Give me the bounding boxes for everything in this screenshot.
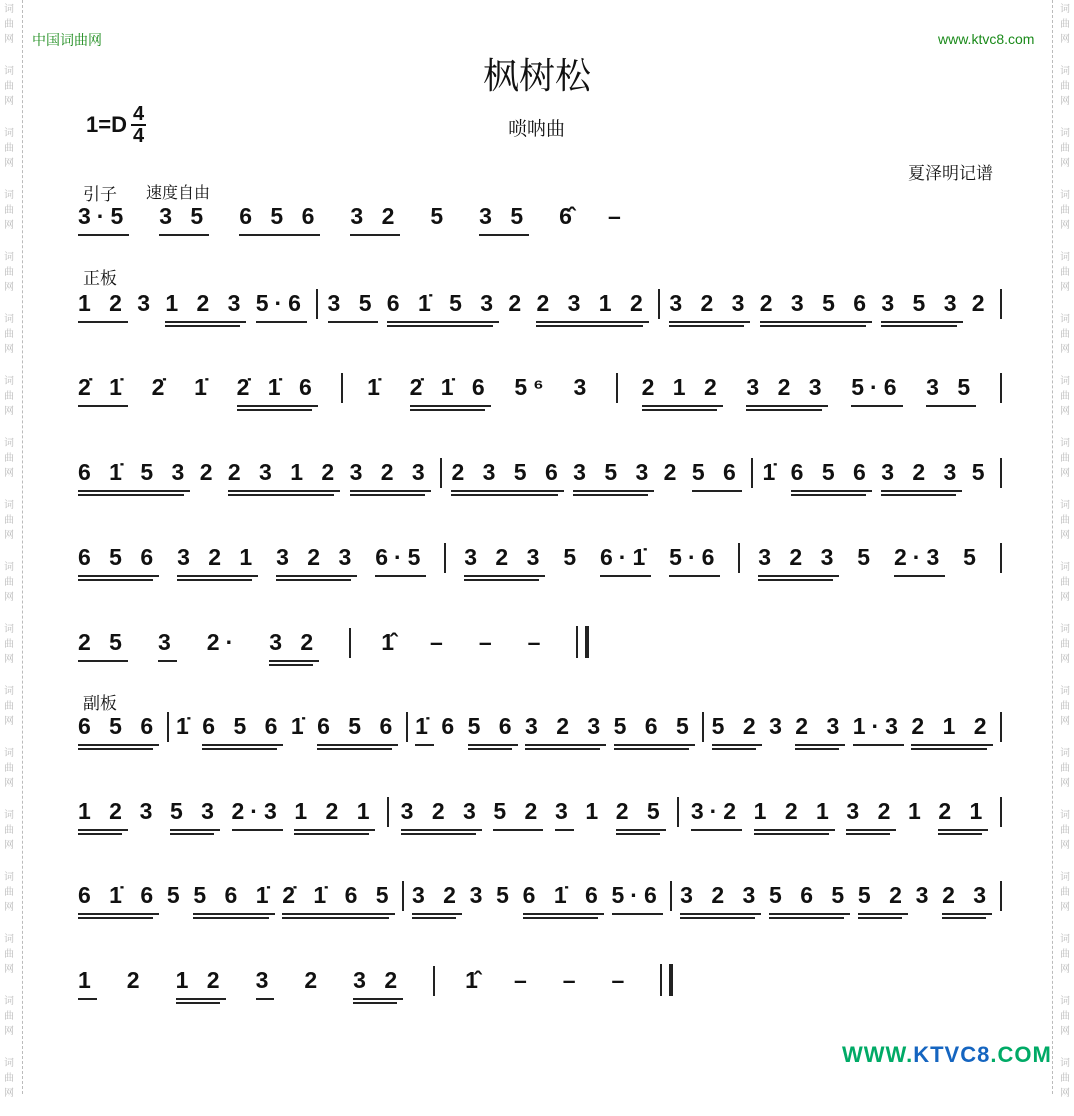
notes: 5 2 bbox=[857, 882, 908, 908]
note-group bbox=[470, 882, 489, 915]
notes: 2 bbox=[126, 967, 146, 993]
note-group bbox=[857, 544, 876, 577]
notes: 6·5 bbox=[375, 544, 427, 570]
note-group bbox=[78, 882, 159, 915]
note-group bbox=[769, 882, 850, 915]
barline bbox=[316, 289, 318, 319]
note-group bbox=[317, 713, 398, 746]
notes: 3·5 bbox=[78, 203, 130, 229]
note-group bbox=[692, 459, 742, 492]
logo-part: KTVC8 bbox=[913, 1042, 991, 1067]
note-group bbox=[612, 882, 663, 915]
note-group bbox=[585, 798, 604, 831]
notes: 2 3 bbox=[942, 882, 993, 908]
barline bbox=[1000, 712, 1002, 742]
notes: 5 6 5 bbox=[613, 713, 695, 739]
note-group bbox=[926, 374, 976, 407]
note-group bbox=[559, 203, 578, 236]
note-group bbox=[176, 713, 195, 746]
note-group bbox=[769, 713, 788, 746]
barline bbox=[433, 966, 435, 996]
notes: 3 2 3 bbox=[400, 798, 482, 824]
note-group bbox=[350, 459, 431, 492]
note-group bbox=[412, 882, 462, 915]
note-group bbox=[410, 374, 491, 407]
note-group bbox=[972, 459, 991, 492]
notes: 3 2 3 bbox=[758, 544, 840, 570]
barline bbox=[349, 628, 351, 658]
note-group bbox=[525, 713, 606, 746]
notes: 3 bbox=[255, 967, 275, 993]
notes: 5 6 bbox=[691, 459, 742, 485]
notes: 3 5 bbox=[926, 374, 977, 400]
note-group bbox=[202, 713, 283, 746]
notes: 3 2 1 bbox=[177, 544, 259, 570]
notes: 2·3 bbox=[894, 544, 946, 570]
notes: 2· bbox=[206, 629, 240, 655]
note-group bbox=[159, 203, 209, 236]
notes: 3 2 bbox=[350, 203, 401, 229]
notes: 6̂ bbox=[559, 203, 578, 229]
tempo-marking: 速度自由 bbox=[146, 185, 211, 202]
note-group bbox=[176, 967, 226, 1000]
note-group bbox=[938, 798, 988, 831]
note-group bbox=[167, 882, 186, 915]
notes: 2̇ 1̇ bbox=[78, 374, 128, 400]
notes: 5 6 5 bbox=[769, 882, 851, 908]
note-group bbox=[78, 290, 128, 323]
notes: 3 bbox=[137, 290, 157, 316]
notes: 3 5 bbox=[327, 290, 378, 316]
logo-part: WWW. bbox=[842, 1042, 914, 1067]
right-watermark: 词 曲 网 词 曲 网 词 曲 网 词 曲 网 词 曲 网 词 曲 网 词 曲 网 词 曲 网 词 曲 网 词 曲 网 词 曲 网 词 曲 网 词 曲 网 词 曲 网 词 曲 网 词 曲 网 词 曲 网 词 曲 网 bbox=[1060, 4, 1070, 1099]
note-group bbox=[415, 713, 434, 746]
note-group bbox=[942, 882, 992, 915]
notes: 5 bbox=[430, 203, 450, 229]
note-group bbox=[479, 203, 529, 236]
key-label: 1=D bbox=[86, 112, 127, 137]
note-group bbox=[972, 290, 991, 323]
notes: 2 bbox=[304, 967, 324, 993]
note-group bbox=[78, 203, 129, 236]
note-group bbox=[441, 713, 460, 746]
notes: 3 bbox=[139, 798, 159, 824]
right-divider bbox=[1052, 0, 1053, 1094]
barline bbox=[1000, 881, 1002, 911]
note-group bbox=[140, 798, 159, 831]
notes: 1̇ bbox=[415, 713, 434, 739]
score-line bbox=[78, 626, 1002, 662]
notes: 6·1̇ bbox=[600, 544, 652, 570]
notes: 1 2 bbox=[175, 967, 226, 993]
notes: 6 5 6 bbox=[239, 203, 321, 229]
site-logo[interactable] bbox=[842, 1042, 1052, 1068]
site-url[interactable]: www.ktvc8.com bbox=[938, 31, 1035, 47]
note-group bbox=[78, 798, 128, 831]
notes: – bbox=[611, 967, 631, 993]
notes: 1̇ bbox=[176, 713, 195, 739]
note-group bbox=[367, 374, 386, 407]
barline bbox=[444, 543, 446, 573]
notes: 3 5 bbox=[159, 203, 210, 229]
notes: 3 bbox=[915, 882, 935, 908]
note-group bbox=[881, 290, 962, 323]
note-group bbox=[563, 544, 582, 577]
notes: 2 5 bbox=[78, 629, 128, 655]
barline bbox=[1000, 289, 1002, 319]
notes: 2 3 bbox=[795, 713, 846, 739]
note-group bbox=[680, 882, 761, 915]
note-group bbox=[304, 967, 323, 1000]
notes: 3 2 3 bbox=[464, 544, 546, 570]
barline bbox=[1000, 458, 1002, 488]
note-group bbox=[536, 290, 648, 323]
notes: 5 bbox=[971, 459, 991, 485]
notes: 5⁶ bbox=[514, 374, 550, 400]
note-group bbox=[239, 203, 320, 236]
note-group bbox=[791, 459, 872, 492]
notes: 1 2 bbox=[78, 290, 128, 316]
barline bbox=[751, 458, 753, 488]
note-group bbox=[795, 713, 845, 746]
note-group bbox=[468, 713, 518, 746]
note-group bbox=[573, 459, 654, 492]
note-group bbox=[165, 290, 246, 323]
time-signature bbox=[131, 104, 146, 146]
note-group bbox=[614, 713, 695, 746]
note-group bbox=[664, 459, 683, 492]
logo-part: .COM bbox=[990, 1042, 1052, 1067]
notes: 2̇ 1̇ 6 5 bbox=[282, 882, 395, 908]
notes: 2̇ bbox=[151, 374, 171, 400]
notes: 1 2 1 bbox=[753, 798, 835, 824]
notes: 1̇ bbox=[367, 374, 386, 400]
note-group bbox=[608, 203, 627, 236]
barline bbox=[677, 797, 679, 827]
note-group bbox=[858, 882, 908, 915]
score-line bbox=[78, 200, 1002, 236]
note-group bbox=[207, 629, 239, 662]
arranger: 夏泽明记谱 bbox=[908, 164, 993, 183]
score-line bbox=[78, 795, 1002, 831]
notes: – bbox=[562, 967, 582, 993]
score-line bbox=[78, 710, 1002, 746]
subtitle: 唢呐曲 bbox=[508, 119, 566, 140]
notes: 2·3 bbox=[231, 798, 283, 824]
note-group bbox=[600, 544, 651, 577]
barline bbox=[1000, 543, 1002, 573]
barline bbox=[402, 881, 404, 911]
note-group bbox=[328, 290, 378, 323]
notes: 3 5 3 bbox=[573, 459, 655, 485]
notes: – bbox=[607, 203, 627, 229]
notes: 3 2 3 bbox=[276, 544, 358, 570]
score-line bbox=[78, 456, 1002, 492]
note-group bbox=[127, 967, 146, 1000]
notes: 3 bbox=[469, 882, 489, 908]
notes: 6 5 6 bbox=[78, 544, 160, 570]
note-group bbox=[78, 629, 128, 662]
time-bottom: 4 bbox=[132, 125, 145, 147]
notes: 2 bbox=[663, 459, 683, 485]
notes: 5 6 1̇ bbox=[193, 882, 275, 908]
note-group bbox=[430, 629, 449, 662]
note-group bbox=[232, 798, 283, 831]
notes: 5 bbox=[963, 544, 982, 570]
note-group bbox=[496, 882, 515, 915]
notes: 3 2 bbox=[411, 882, 462, 908]
note-group bbox=[508, 290, 527, 323]
notes: 3 5 bbox=[479, 203, 530, 229]
note-group bbox=[228, 459, 340, 492]
notes: 1 bbox=[585, 798, 605, 824]
note-group bbox=[137, 290, 156, 323]
note-group bbox=[642, 374, 723, 407]
note-group bbox=[669, 544, 720, 577]
note-group bbox=[758, 544, 839, 577]
barline bbox=[1000, 797, 1002, 827]
note-group bbox=[375, 544, 426, 577]
notes: – bbox=[527, 629, 547, 655]
note-group bbox=[853, 713, 904, 746]
note-group bbox=[78, 544, 159, 577]
notes: 1̇ bbox=[762, 459, 782, 485]
notes: 5·6 bbox=[611, 882, 663, 908]
note-group bbox=[193, 882, 274, 915]
notes: 1 2 bbox=[78, 798, 128, 824]
note-group bbox=[746, 374, 827, 407]
notes: 2 bbox=[508, 290, 528, 316]
note-group bbox=[616, 798, 666, 831]
left-watermark: 词 曲 网 词 曲 网 词 曲 网 词 曲 网 词 曲 网 词 曲 网 词 曲 网 词 曲 网 词 曲 网 词 曲 网 词 曲 网 词 曲 网 词 曲 网 词 曲 网 词 曲 网 词 曲 网 词 曲 网 词 曲 网 bbox=[4, 4, 14, 1099]
note-group bbox=[430, 203, 449, 236]
note-group bbox=[78, 459, 190, 492]
notes: 3 2 bbox=[353, 967, 404, 993]
note-group bbox=[846, 798, 896, 831]
notes: 1̂ bbox=[381, 629, 401, 655]
note-group bbox=[387, 290, 499, 323]
notes: 3 bbox=[573, 374, 593, 400]
notes: 5·6 bbox=[851, 374, 903, 400]
score-line bbox=[78, 541, 1002, 577]
notes: 6 5 6 bbox=[317, 713, 399, 739]
notes: 1̂ bbox=[465, 967, 484, 993]
barline bbox=[167, 712, 169, 742]
final-barline bbox=[660, 964, 673, 996]
notes: 3 bbox=[157, 629, 177, 655]
notes: 2 bbox=[971, 290, 991, 316]
barline bbox=[738, 543, 740, 573]
notes: 1 2 3 bbox=[165, 290, 247, 316]
score-line bbox=[78, 371, 1002, 407]
barline bbox=[387, 797, 389, 827]
note-group bbox=[908, 798, 927, 831]
notes: 2 5 bbox=[615, 798, 666, 824]
notes: – bbox=[430, 629, 449, 655]
notes: 2̇ 1̇ 6 bbox=[236, 374, 318, 400]
notes: – bbox=[478, 629, 498, 655]
notes: 3 5 3 bbox=[881, 290, 963, 316]
notes: 6 5 6 bbox=[78, 713, 160, 739]
note-group bbox=[294, 798, 375, 831]
note-group bbox=[152, 374, 171, 407]
note-group bbox=[78, 967, 97, 1000]
note-group bbox=[269, 629, 319, 662]
note-group bbox=[350, 203, 400, 236]
notes: 3 2 bbox=[846, 798, 897, 824]
notes: 1̇ bbox=[194, 374, 213, 400]
notes: 2 3 1 2 bbox=[536, 290, 649, 316]
note-group bbox=[479, 629, 498, 662]
notes: 2 bbox=[199, 459, 219, 485]
notes: 6 5 6 bbox=[202, 713, 284, 739]
note-group bbox=[194, 374, 213, 407]
note-group bbox=[401, 798, 482, 831]
note-group bbox=[612, 967, 631, 1000]
notes: 6 1̇ 5 3 bbox=[386, 290, 500, 316]
notes: 5·6 bbox=[255, 290, 307, 316]
section-intro: 引子 bbox=[83, 185, 117, 204]
notes: 5 bbox=[563, 544, 583, 570]
notes: 1·3 bbox=[852, 713, 904, 739]
score-line bbox=[78, 287, 1002, 323]
note-group bbox=[514, 967, 533, 1000]
note-group bbox=[523, 882, 604, 915]
notes: 6 1̇ 6 bbox=[522, 882, 604, 908]
note-group bbox=[563, 967, 582, 1000]
note-group bbox=[894, 544, 945, 577]
notes: 6 5 6 bbox=[790, 459, 872, 485]
barline bbox=[1000, 373, 1002, 403]
note-group bbox=[381, 629, 400, 662]
barline bbox=[440, 458, 442, 488]
note-group bbox=[353, 967, 403, 1000]
notes: 3 2 3 bbox=[746, 374, 828, 400]
note-group bbox=[916, 882, 935, 915]
key-signature bbox=[86, 104, 146, 146]
note-group bbox=[78, 713, 159, 746]
note-group bbox=[464, 544, 545, 577]
notes: 5 bbox=[166, 882, 186, 908]
note-group bbox=[573, 374, 592, 407]
song-title: 枫树松 bbox=[482, 55, 591, 96]
notes: 2 1 bbox=[938, 798, 989, 824]
note-group bbox=[276, 544, 357, 577]
note-group bbox=[528, 629, 547, 662]
barline bbox=[341, 373, 343, 403]
notes: 3·2 bbox=[690, 798, 743, 824]
notes: 3 2 3 bbox=[881, 459, 963, 485]
notes: 3 bbox=[769, 713, 788, 739]
barline bbox=[406, 712, 408, 742]
note-group bbox=[691, 798, 742, 831]
site-name[interactable]: 中国词曲网 bbox=[32, 32, 102, 48]
notes: 3 2 3 bbox=[349, 459, 431, 485]
notes: 3 2 3 bbox=[525, 713, 607, 739]
notes: 2̇ 1̇ 6 bbox=[409, 374, 491, 400]
note-group bbox=[237, 374, 318, 407]
notes: 6 1̇ 6 bbox=[78, 882, 160, 908]
barline bbox=[658, 289, 660, 319]
note-group bbox=[78, 374, 128, 407]
notes: 2 1 2 bbox=[911, 713, 993, 739]
final-barline bbox=[576, 626, 589, 658]
notes: 6 1̇ 5 3 bbox=[78, 459, 191, 485]
notes: 2 3 5 6 bbox=[451, 459, 564, 485]
notes: 3 2 3 bbox=[669, 290, 751, 316]
time-top: 4 bbox=[132, 103, 145, 125]
notes: 5 bbox=[857, 544, 877, 570]
note-group bbox=[555, 798, 574, 831]
note-group bbox=[177, 544, 258, 577]
section-secondary: 副板 bbox=[83, 694, 117, 713]
notes: 1 bbox=[78, 967, 97, 993]
notes: 6 bbox=[441, 713, 461, 739]
note-group bbox=[712, 713, 762, 746]
note-group bbox=[669, 290, 750, 323]
left-divider bbox=[22, 0, 23, 1094]
note-group bbox=[200, 459, 219, 492]
note-group bbox=[493, 798, 543, 831]
note-group bbox=[760, 290, 872, 323]
note-group bbox=[754, 798, 835, 831]
notes: 5 6 bbox=[467, 713, 518, 739]
notes: 1 bbox=[907, 798, 927, 824]
note-group bbox=[451, 459, 563, 492]
notes: 5 bbox=[496, 882, 515, 908]
notes: 2 3 1 2 bbox=[227, 459, 341, 485]
barline bbox=[702, 712, 704, 742]
note-group bbox=[256, 290, 307, 323]
note-group bbox=[170, 798, 220, 831]
note-group bbox=[963, 544, 982, 577]
notes: 5 3 bbox=[169, 798, 220, 824]
notes: 3 bbox=[554, 798, 574, 824]
score-line bbox=[78, 964, 1002, 1000]
notes: – bbox=[513, 967, 533, 993]
barline bbox=[616, 373, 618, 403]
notes: 1 2 1 bbox=[294, 798, 376, 824]
note-group bbox=[291, 713, 310, 746]
notes: 1̇ bbox=[290, 713, 310, 739]
note-group bbox=[881, 459, 962, 492]
note-group bbox=[851, 374, 902, 407]
note-group bbox=[514, 374, 549, 407]
notes: 5 2 bbox=[711, 713, 762, 739]
barline bbox=[670, 881, 672, 911]
notes: 3 2 bbox=[269, 629, 320, 655]
note-group bbox=[158, 629, 177, 662]
score-line bbox=[78, 879, 1002, 915]
note-group bbox=[911, 713, 992, 746]
section-main: 正板 bbox=[83, 269, 117, 288]
notes: 3 2 3 bbox=[680, 882, 762, 908]
note-group bbox=[763, 459, 782, 492]
notes: 5 2 bbox=[493, 798, 544, 824]
note-group bbox=[465, 967, 484, 1000]
notes: 2 1 2 bbox=[641, 374, 723, 400]
note-group bbox=[282, 882, 394, 915]
note-group bbox=[256, 967, 275, 1000]
notes: 5·6 bbox=[669, 544, 721, 570]
notes: 2 3 5 6 bbox=[759, 290, 873, 316]
